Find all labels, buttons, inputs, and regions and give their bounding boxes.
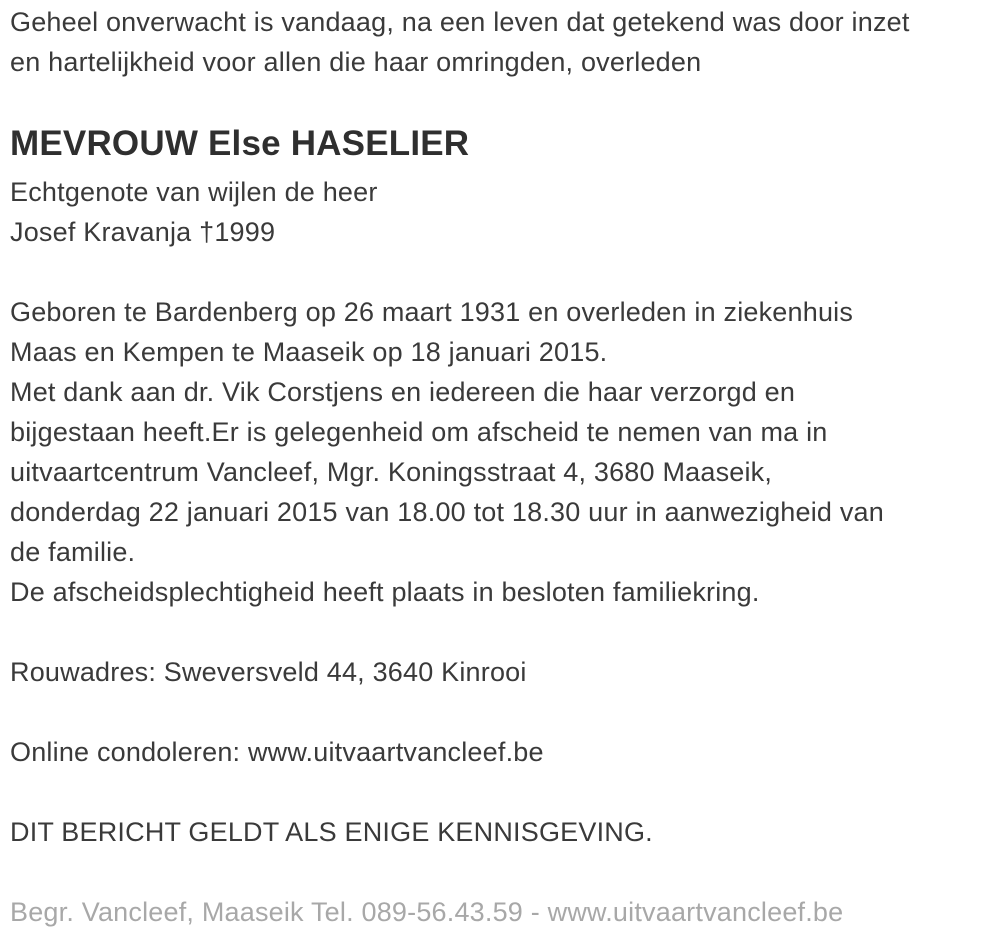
paragraph-spacer xyxy=(10,252,990,292)
mourning-address: Rouwadres: Sweversveld 44, 3640 Kinrooi xyxy=(10,657,527,687)
relation-line: Josef Kravanja †1999 xyxy=(10,217,276,247)
paragraph-spacer xyxy=(10,612,990,652)
details-line: donderdag 22 januari 2015 van 18.00 tot 18.30 uur in aanwezigheid van xyxy=(10,497,884,527)
paragraph-spacer xyxy=(10,772,990,812)
paragraph-spacer xyxy=(10,82,990,120)
paragraph-spacer xyxy=(10,852,990,892)
details-line: Maas en Kempen te Maaseik op 18 januari 2015. xyxy=(10,337,608,367)
details-paragraph xyxy=(10,292,990,612)
details-line: Met dank aan dr. Vik Corstjens en iedereen die haar verzorgd en xyxy=(10,377,796,407)
deceased-name-heading: MEVROUW Else HASELIER xyxy=(10,124,470,163)
details-line: uitvaartcentrum Vancleef, Mgr. Koningsstraat 4, 3680 Maaseik, xyxy=(10,457,773,487)
relation-line: Echtgenote van wijlen de heer xyxy=(10,177,378,207)
relation-paragraph xyxy=(10,172,990,252)
intro-line: en hartelijkheid voor allen die haar omringden, overleden xyxy=(10,47,702,77)
details-line: bijgestaan heeft.Er is gelegenheid om afscheid te nemen van ma in xyxy=(10,417,828,447)
details-line: De afscheidsplechtigheid heeft plaats in besloten familiekring. xyxy=(10,577,760,607)
details-line: de familie. xyxy=(10,537,136,567)
online-condolence: Online condoleren: www.uitvaartvancleef.be xyxy=(10,737,544,767)
details-line: Geboren te Bardenberg op 26 maart 1931 en overleden in ziekenhuis xyxy=(10,297,854,327)
intro-paragraph xyxy=(10,2,990,82)
paragraph-spacer xyxy=(10,692,990,732)
notice-line: DIT BERICHT GELDT ALS ENIGE KENNISGEVING. xyxy=(10,817,653,847)
funeral-home-footer: Begr. Vancleef, Maaseik Tel. 089-56.43.59 - www.uitvaartvancleef.be xyxy=(10,897,844,927)
intro-line: Geheel onverwacht is vandaag, na een leven dat getekend was door inzet xyxy=(10,7,910,37)
